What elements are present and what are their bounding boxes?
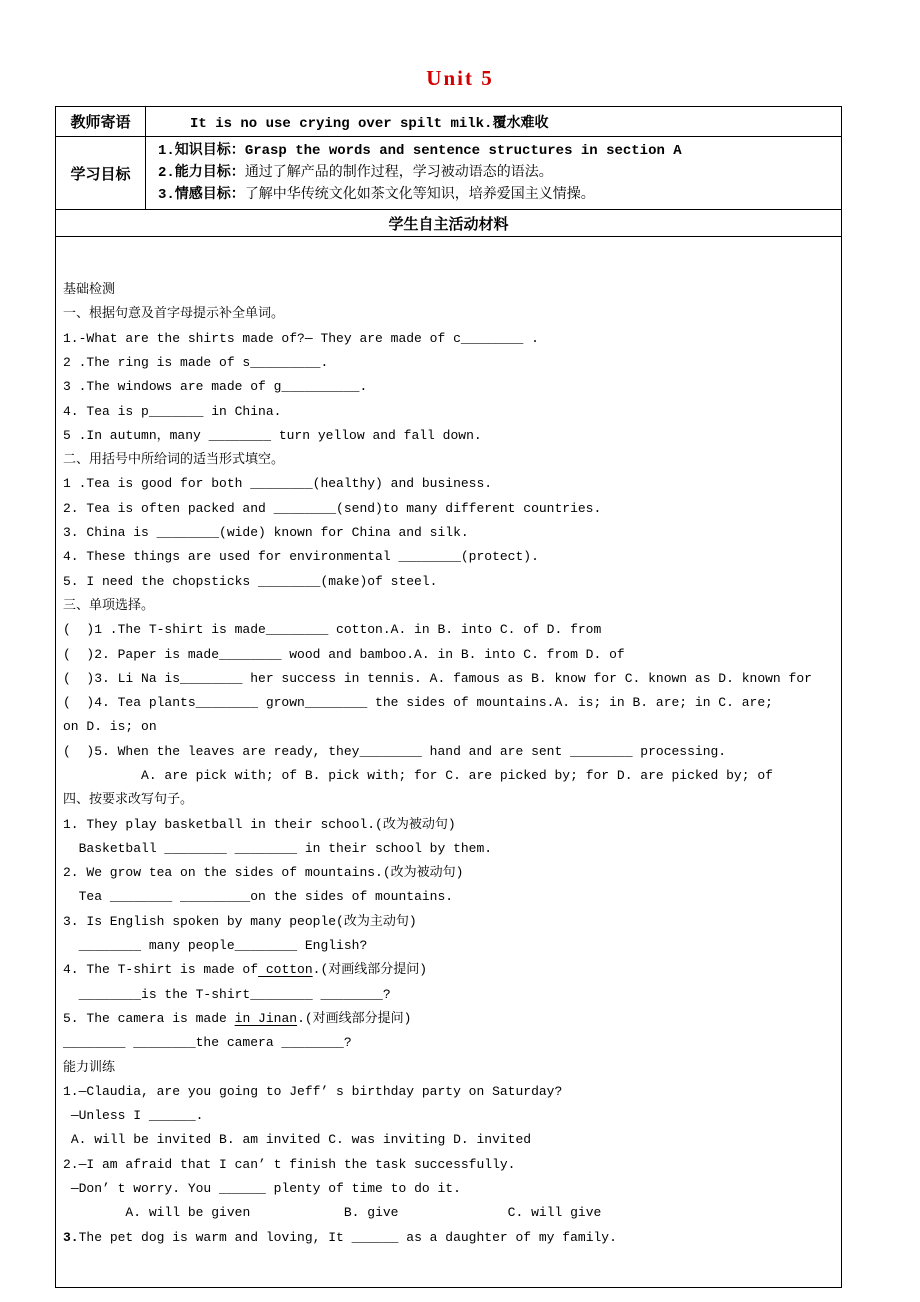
objective-ability-text: 通过了解产品的制作过程，学习被动语态的语法。 — [244, 165, 553, 181]
objectives-cell — [146, 137, 842, 210]
text-line — [63, 545, 833, 569]
text-line — [63, 1007, 833, 1031]
text-line — [63, 1031, 833, 1055]
text-segment: 1.-What are the shirts made of?— They are made of c________ . — [63, 330, 539, 346]
text-segment: The pet dog is warm and loving, It ______ as a daughter of my family. — [78, 1229, 617, 1245]
objective-ability-label: 2.能力目标： — [158, 165, 245, 181]
text-line — [63, 1177, 833, 1201]
text-segment: 5. The camera is made — [63, 1010, 235, 1026]
text-line — [63, 448, 833, 472]
text-segment: 3. China is ________(wide) known for China and silk. — [63, 525, 469, 541]
objective-emotion-label: 3.情感目标： — [158, 187, 245, 203]
text-line — [63, 1226, 833, 1250]
text-line — [63, 1201, 833, 1225]
teacher-message-label: 教师寄语 — [56, 107, 146, 137]
text-line — [63, 375, 833, 399]
worksheet-lines — [63, 278, 833, 1250]
text-segment: 2.—I am afraid that I can’ t finish the task successfully. — [63, 1156, 516, 1172]
text-line — [63, 983, 833, 1007]
text-segment: 4. These things are used for environmental ________(protect). — [63, 549, 539, 565]
text-line — [63, 424, 833, 448]
objectives-label: 学习目标 — [56, 137, 146, 210]
text-line — [63, 278, 833, 302]
text-segment: 基础检测 — [63, 282, 116, 298]
teacher-message-row — [56, 107, 842, 137]
text-segment: ( )3. Li Na is________ her success in tennis. A. famous as B. know for C. known as D. known for — [63, 670, 812, 686]
text-line — [63, 327, 833, 351]
text-segment: 能力训练 — [63, 1059, 116, 1075]
underlined-text-segment: cotton — [258, 962, 313, 978]
objective-knowledge-text: Grasp the words and sentence structures in section A — [244, 143, 682, 159]
worksheet-table — [55, 106, 842, 1288]
text-line — [63, 910, 833, 934]
text-segment: .(对画线部分提问) — [312, 962, 428, 978]
text-line — [63, 958, 833, 982]
text-segment: A. are pick with; of B. pick with; for C. are picked by; for D. are picked by; of — [63, 768, 773, 783]
text-segment: ( )5. When the leaves are ready, they________ hand and are sent ________ processing. — [63, 743, 727, 759]
text-segment: 2. We grow tea on the sides of mountains.(改为被动句) — [63, 865, 464, 881]
text-line — [63, 643, 833, 667]
text-line — [63, 813, 833, 837]
text-line — [63, 570, 833, 594]
text-segment: 3. Is English spoken by many people(改为主动句) — [63, 913, 417, 929]
text-segment: 5 .In autumn，many ________ turn yellow and fall down. — [63, 427, 482, 443]
text-segment: 四、按要求改写句子。 — [63, 792, 194, 808]
text-segment: 1. They play basketball in their school.(改为被动句) — [63, 816, 456, 832]
text-segment: Tea ________ _________on the sides of mountains. — [63, 889, 454, 905]
teacher-message-text: It is no use crying over spilt milk.覆水难收 — [146, 107, 842, 137]
text-segment: 一、根据句意及首字母提示补全单词。 — [63, 306, 285, 322]
text-segment: A. will be invited B. am invited C. was inviting D. invited — [63, 1132, 532, 1148]
text-line — [63, 691, 833, 715]
text-segment: —Don’ t worry. You ______ plenty of time to do it. — [63, 1181, 461, 1197]
text-line — [63, 302, 833, 326]
text-segment: on D. is; on — [63, 719, 157, 735]
text-line — [63, 472, 833, 496]
text-line — [63, 1104, 833, 1128]
text-line — [63, 715, 833, 739]
content-row — [56, 237, 842, 1288]
text-segment: 2 .The ring is made of s_________. — [63, 354, 329, 370]
text-segment: ( )1 .The T-shirt is made________ cotton.A. in B. into C. of D. from — [63, 622, 602, 638]
text-segment: ( )4. Tea plants________ grown________ the sides of mountains.A. is; in B. are; in C. are; — [63, 695, 773, 711]
page-title: Unit 5 — [426, 66, 494, 90]
objective-knowledge — [158, 140, 835, 162]
text-segment: 3. — [63, 1229, 79, 1245]
text-segment: 2. Tea is often packed and ________(send)to many different countries. — [63, 500, 602, 516]
underlined-text-segment: in Jinan — [234, 1010, 298, 1026]
text-line — [63, 934, 833, 958]
text-line — [63, 521, 833, 545]
banner-row — [56, 210, 842, 237]
objective-emotion-text: 了解中华传统文化如茶文化等知识，培养爱国主义情操。 — [244, 187, 595, 203]
objective-emotion — [158, 184, 835, 206]
text-segment: .(对画线部分提问) — [297, 1010, 412, 1026]
text-segment: 4. Tea is p_______ in China. — [63, 403, 282, 419]
text-line — [63, 1153, 833, 1177]
text-segment: ________is the T-shirt________ ________? — [63, 986, 391, 1002]
text-line — [63, 885, 833, 909]
text-segment: ( )2. Paper is made________ wood and bamboo.A. in B. into C. from D. of — [63, 646, 625, 662]
text-line — [63, 594, 833, 618]
objective-knowledge-label: 1.知识目标： — [158, 143, 245, 159]
text-segment: —Unless I ______. — [63, 1108, 204, 1124]
text-line — [63, 1056, 833, 1080]
text-segment: 5. I need the chopsticks ________(make)of steel. — [63, 573, 438, 589]
text-segment: 4. The T-shirt is made of — [63, 962, 259, 978]
objectives-row — [56, 137, 842, 210]
text-line — [63, 618, 833, 642]
text-line — [63, 1128, 833, 1152]
text-line — [63, 764, 833, 788]
text-segment: ________ many people________ English? — [63, 938, 368, 954]
section-banner: 学生自主活动材料 — [56, 210, 842, 237]
text-line — [63, 400, 833, 424]
text-segment: 三、单项选择。 — [63, 597, 155, 613]
text-segment: 二、用括号中所给词的适当形式填空。 — [63, 452, 285, 468]
text-line — [63, 861, 833, 885]
text-line — [63, 1080, 833, 1104]
text-line — [63, 351, 833, 375]
objective-ability — [158, 162, 835, 184]
text-line — [63, 837, 833, 861]
text-segment: ________ ________the camera ________? — [63, 1035, 352, 1051]
text-line — [63, 497, 833, 521]
text-segment: 3 .The windows are made of g__________. — [63, 379, 368, 395]
text-line — [63, 667, 833, 691]
text-segment: 1 .Tea is good for both ________(healthy) and business. — [63, 476, 493, 492]
worksheet-content — [56, 237, 842, 1288]
text-line — [63, 788, 833, 812]
text-segment: Basketball ________ ________ in their school by them. — [63, 840, 493, 856]
text-segment: A. will be given B. give C. will give — [63, 1205, 602, 1221]
text-segment: 1.—Claudia, are you going to Jeff’ s birthday party on Saturday? — [63, 1083, 563, 1099]
text-line — [63, 740, 833, 764]
